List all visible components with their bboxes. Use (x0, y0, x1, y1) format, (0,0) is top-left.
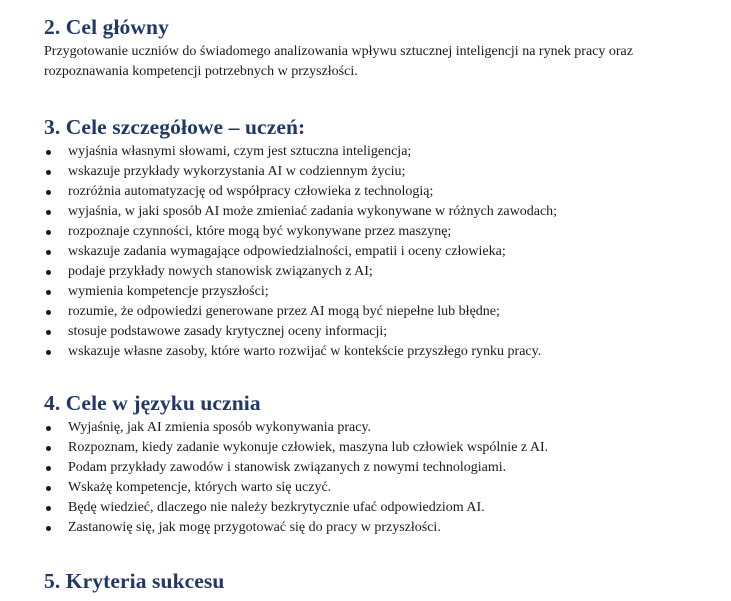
list-item-text: Podam przykłady zawodów i stanowisk związanych z nowymi technologiami. (68, 460, 507, 475)
bullet-icon (46, 290, 51, 295)
bullet-icon (46, 210, 51, 215)
list-item-text: Wyjaśnię, jak AI zmienia sposób wykonywania pracy. (68, 420, 372, 435)
list-item (44, 322, 711, 342)
bullet-icon (46, 426, 51, 431)
list-item (44, 418, 711, 438)
section-kryteria-sukcesu (44, 568, 711, 594)
section-heading: 5. Kryteria sukcesu (44, 569, 225, 593)
section-cele-szczegolowe (44, 114, 711, 362)
section-heading: 2. Cel główny (44, 15, 169, 39)
list-item-text: Wskażę kompetencje, których warto się uczyć. (68, 480, 332, 495)
list-item-text: wskazuje przykłady wykorzystania AI w codziennym życiu; (68, 164, 406, 179)
bullet-icon (46, 170, 51, 175)
list-item-text: Zastanowię się, jak mogę przygotować się do pracy w przyszłości. (68, 520, 441, 535)
bullet-icon (46, 310, 51, 315)
paragraph-line: Przygotowanie uczniów do świadomego analizowania wpływu sztucznej inteligencji na rynek pracy oraz (44, 44, 633, 59)
section-paragraph (44, 42, 711, 82)
list-item-text: wymienia kompetencje przyszłości; (68, 284, 269, 299)
bullet-icon (46, 350, 51, 355)
paragraph-line: rozpoznawania kompetencji potrzebnych w przyszłości. (44, 64, 358, 79)
list-item-text: Rozpoznam, kiedy zadanie wykonuje człowiek, maszyna lub człowiek wspólnie z AI. (68, 440, 549, 455)
bullet-list (44, 142, 711, 362)
list-item-text: rozumie, że odpowiedzi generowane przez AI mogą być niepełne lub błędne; (68, 304, 500, 319)
section-cel-glowny (44, 14, 711, 82)
list-item (44, 182, 711, 202)
list-item (44, 458, 711, 478)
section-heading: 4. Cele w języku ucznia (44, 391, 261, 415)
bullet-icon (46, 330, 51, 335)
list-item-text: Będę wiedzieć, dlaczego nie należy bezkrytycznie ufać odpowiedziom AI. (68, 500, 485, 515)
list-item-text: rozróżnia automatyzację od współpracy człowieka z technologią; (68, 184, 434, 199)
bullet-icon (46, 230, 51, 235)
bullet-icon (46, 466, 51, 471)
list-item (44, 262, 711, 282)
bullet-icon (46, 446, 51, 451)
list-item-text: wskazuje własne zasoby, które warto rozwijać w kontekście przyszłego rynku pracy. (68, 344, 542, 359)
list-item (44, 302, 711, 322)
list-item (44, 142, 711, 162)
bullet-icon (46, 250, 51, 255)
list-item-text: rozpoznaje czynności, które mogą być wykonywane przez maszynę; (68, 224, 452, 239)
list-item (44, 438, 711, 458)
section-heading: 3. Cele szczegółowe – uczeń: (44, 115, 306, 139)
bullet-icon (46, 486, 51, 491)
list-item (44, 282, 711, 302)
list-item-text: wskazuje zadania wymagające odpowiedzialności, empatii i oceny człowieka; (68, 244, 506, 259)
bullet-icon (46, 506, 51, 511)
bullet-icon (46, 270, 51, 275)
list-item (44, 162, 711, 182)
list-item (44, 498, 711, 518)
list-item-text: podaje przykłady nowych stanowisk związanych z AI; (68, 264, 373, 279)
list-item (44, 242, 711, 262)
bullet-icon (46, 150, 51, 155)
list-item-text: stosuje podstawowe zasady krytycznej oceny informacji; (68, 324, 388, 339)
bullet-icon (46, 190, 51, 195)
section-cele-jezyk-ucznia (44, 390, 711, 538)
list-item (44, 342, 711, 362)
bullet-icon (46, 526, 51, 531)
list-item-text: wyjaśnia własnymi słowami, czym jest sztuczna inteligencja; (68, 144, 412, 159)
list-item (44, 202, 711, 222)
list-item (44, 478, 711, 498)
list-item (44, 518, 711, 538)
list-item-text: wyjaśnia, w jaki sposób AI może zmieniać zadania wykonywane w różnych zawodach; (68, 204, 558, 219)
bullet-list (44, 418, 711, 538)
list-item (44, 222, 711, 242)
